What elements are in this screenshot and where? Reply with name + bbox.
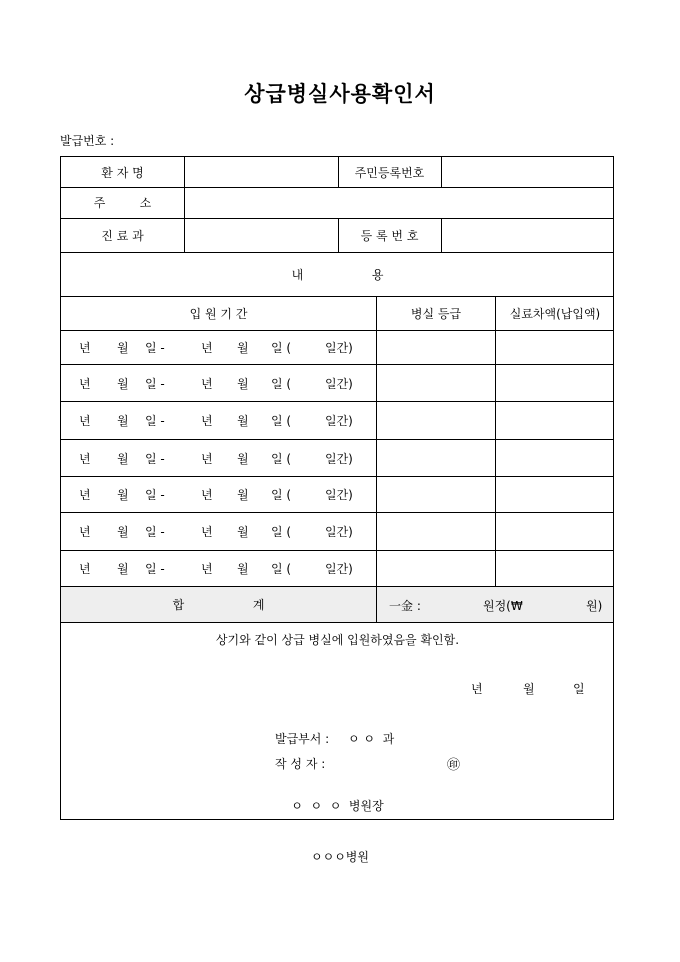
period-row-y1: 년	[79, 488, 91, 502]
period-row-d1: 일 -	[145, 377, 165, 391]
period-row-m1: 월	[117, 562, 129, 576]
room-grade-cell[interactable]	[377, 550, 495, 586]
period-row-m1: 월	[117, 452, 129, 466]
document-title: 상급병실사용확인서	[244, 81, 436, 106]
date-day: 일	[573, 682, 585, 696]
room-fee-cell[interactable]	[496, 550, 614, 586]
period-row-d2: 일 (	[271, 562, 292, 576]
period-row-y2: 년	[201, 452, 213, 466]
period-row-m1: 월	[117, 341, 129, 355]
room-grade-header: 병실 등급	[410, 306, 462, 321]
period-row-m1: 월	[117, 525, 129, 539]
period-row-days: 일간)	[325, 414, 353, 428]
period-row-m2: 월	[237, 414, 249, 428]
room-fee-cell[interactable]	[496, 512, 614, 550]
address-label: 주 소	[93, 196, 152, 210]
hospital-director: ㅇ ㅇ ㅇ 병원장	[291, 799, 384, 813]
period-row-y1: 년	[79, 377, 91, 391]
period-row-y1: 년	[79, 414, 91, 428]
date-month: 월	[523, 682, 535, 696]
period-row-d2: 일 (	[271, 341, 292, 355]
room-grade-cell[interactable]	[377, 439, 495, 476]
form-table	[60, 156, 614, 820]
period-row-y2: 년	[201, 488, 213, 502]
period-row-y1: 년	[79, 525, 91, 539]
period-row-m2: 월	[237, 488, 249, 502]
period-row-d1: 일 -	[145, 488, 165, 502]
date-year: 년	[471, 682, 483, 696]
period-row-d2: 일 (	[271, 452, 292, 466]
issuing-dept-label: 발급부서 :	[275, 732, 330, 746]
period-row-y2: 년	[201, 341, 213, 355]
room-grade-cell[interactable]	[377, 401, 495, 439]
resident-number-label: 주민등록번호	[354, 165, 425, 180]
period-row-m1: 월	[117, 377, 129, 391]
room-fee-header: 실료차액(납입액)	[509, 306, 601, 321]
total-amount-prefix: 一金 :	[389, 599, 421, 613]
issue-number-label: 발급번호 :	[60, 134, 115, 148]
room-grade-cell[interactable]	[377, 364, 495, 401]
period-row-days: 일간)	[325, 377, 353, 391]
registration-number-field[interactable]	[442, 218, 614, 252]
resident-number-field[interactable]	[442, 157, 614, 187]
department-label: 진 료 과	[101, 228, 144, 243]
patient-name-field[interactable]	[185, 157, 338, 187]
issuing-dept-value: ㅇ ㅇ 과	[348, 732, 395, 746]
period-row-d2: 일 (	[271, 414, 292, 428]
room-fee-cell[interactable]	[496, 330, 614, 364]
period-row-m1: 월	[117, 414, 129, 428]
room-grade-cell[interactable]	[377, 512, 495, 550]
hospital-name: ㅇㅇㅇ병원	[311, 850, 369, 864]
period-row-y2: 년	[201, 414, 213, 428]
room-grade-cell[interactable]	[377, 330, 495, 364]
period-row-y2: 년	[201, 562, 213, 576]
room-fee-cell[interactable]	[496, 401, 614, 439]
period-row-days: 일간)	[325, 452, 353, 466]
registration-number-label: 등 록 번 호	[360, 228, 419, 243]
room-grade-cell[interactable]	[377, 476, 495, 512]
period-row-d1: 일 -	[145, 562, 165, 576]
address-field[interactable]	[185, 187, 614, 218]
confirmation-statement: 상기와 같이 상급 병실에 입원하였음을 확인함.	[215, 633, 460, 647]
period-row-days: 일간)	[325, 525, 353, 539]
period-row-m2: 월	[237, 525, 249, 539]
period-row-d2: 일 (	[271, 377, 292, 391]
room-fee-cell[interactable]	[496, 364, 614, 401]
room-fee-cell[interactable]	[496, 476, 614, 512]
period-row-d1: 일 -	[145, 414, 165, 428]
period-row-d1: 일 -	[145, 341, 165, 355]
period-row-d2: 일 (	[271, 525, 292, 539]
period-row-m2: 월	[237, 562, 249, 576]
period-row-y2: 년	[201, 377, 213, 391]
period-row-m1: 월	[117, 488, 129, 502]
writer-label: 작 성 자 :	[275, 757, 326, 771]
room-fee-cell[interactable]	[496, 439, 614, 476]
seal-icon: ㊞	[447, 758, 461, 773]
period-row-y1: 년	[79, 562, 91, 576]
total-amount-suffix: 원정(₩	[483, 599, 523, 613]
contents-header: 내 용	[291, 267, 384, 282]
patient-name-label: 환 자 명	[101, 165, 144, 180]
total-label: 합 계	[172, 597, 265, 612]
period-row-y2: 년	[201, 525, 213, 539]
period-row-days: 일간)	[325, 341, 353, 355]
period-row-y1: 년	[79, 341, 91, 355]
department-field[interactable]	[185, 218, 338, 252]
period-row-d1: 일 -	[145, 525, 165, 539]
period-row-days: 일간)	[325, 562, 353, 576]
period-row-days: 일간)	[325, 488, 353, 502]
period-row-y1: 년	[79, 452, 91, 466]
period-header: 입 원 기 간	[189, 306, 248, 321]
period-row-m2: 월	[237, 452, 249, 466]
period-row-d2: 일 (	[271, 488, 292, 502]
total-won: 원)	[586, 599, 603, 613]
period-row-m2: 월	[237, 377, 249, 391]
period-row-m2: 월	[237, 341, 249, 355]
period-row-d1: 일 -	[145, 452, 165, 466]
